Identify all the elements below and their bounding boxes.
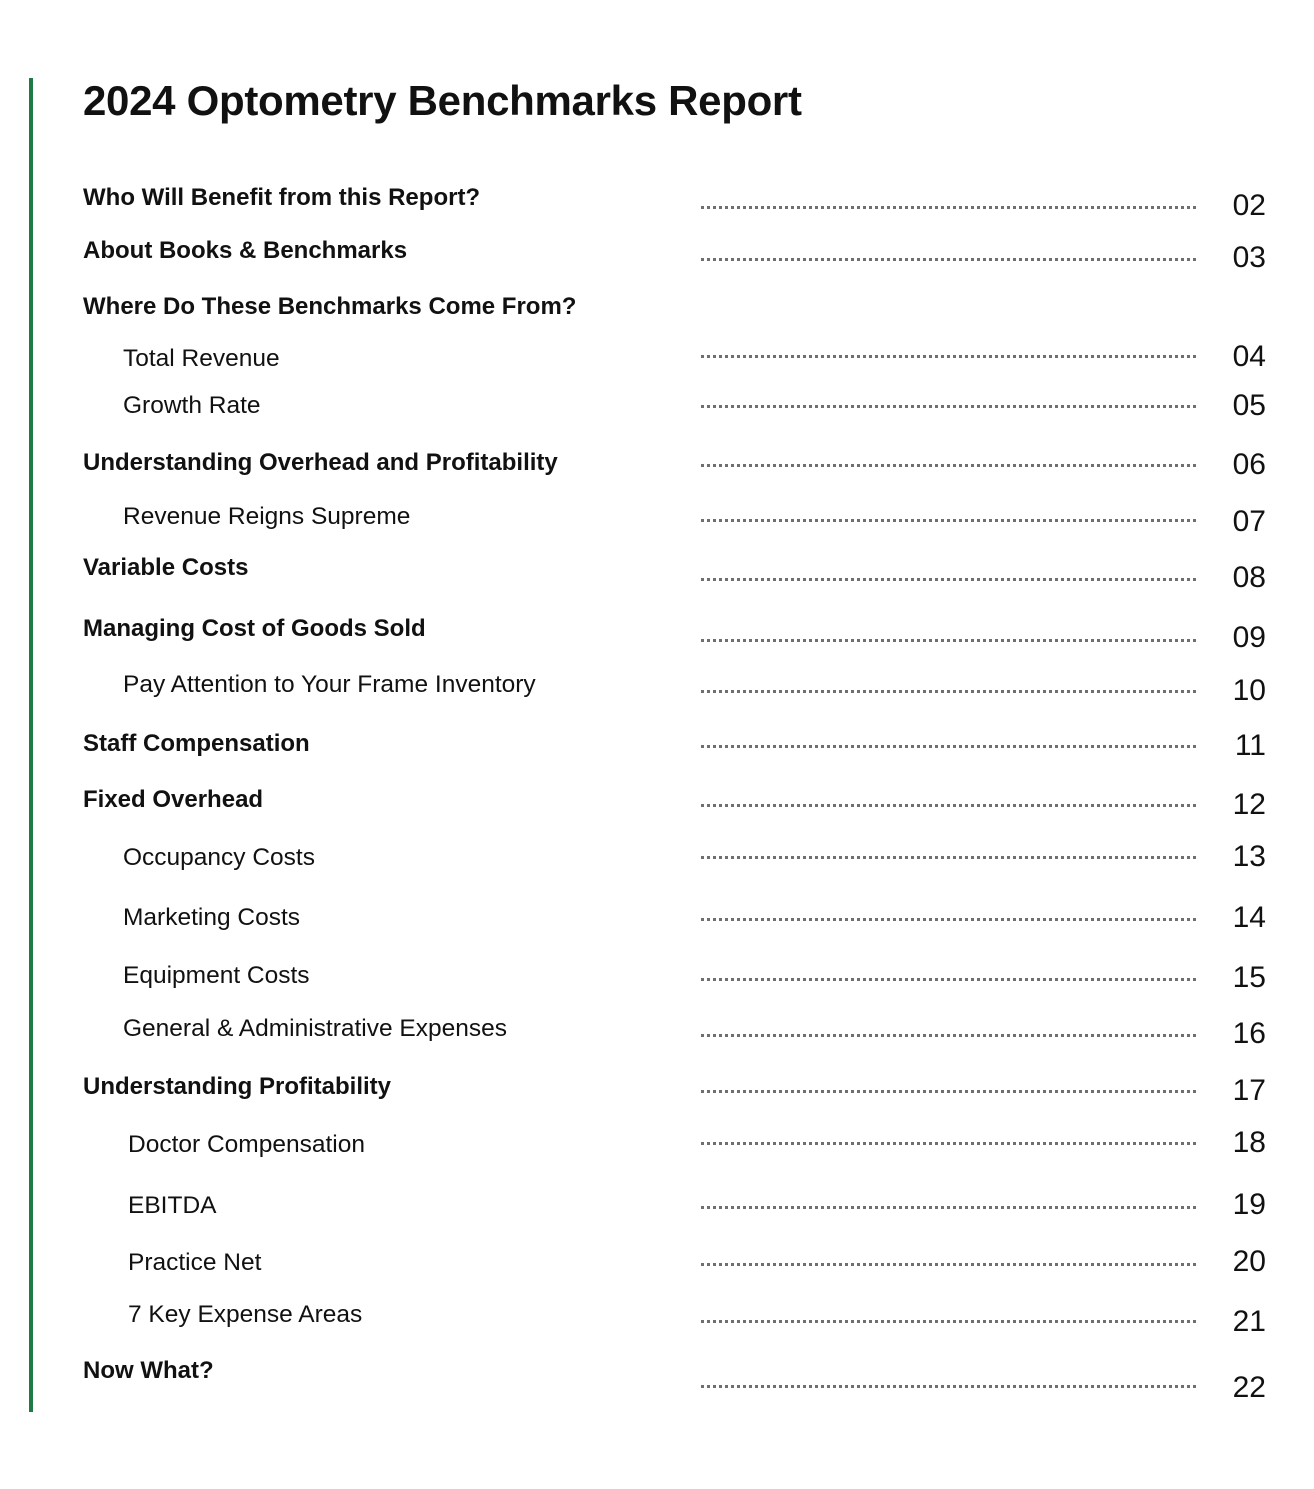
dot-leader (701, 578, 1196, 581)
toc-page-number: 09 (1232, 621, 1266, 654)
dot-leader (701, 1320, 1196, 1323)
dot-leader (701, 519, 1196, 522)
toc-page-number: 22 (1232, 1371, 1266, 1404)
toc-entry-label: 7 Key Expense Areas (128, 1301, 363, 1328)
toc-entry-label: Growth Rate (123, 392, 261, 419)
toc-entry-label: Fixed Overhead (83, 786, 264, 813)
toc-page-number: 05 (1232, 389, 1266, 422)
toc-entry-label: Who Will Benefit from this Report? (83, 184, 481, 211)
toc-entry-label: Now What? (83, 1357, 214, 1384)
dot-leader (701, 206, 1196, 209)
toc-entry-label: About Books & Benchmarks (83, 237, 408, 264)
dot-leader (701, 1206, 1196, 1209)
dot-leader (701, 464, 1196, 467)
dot-leader (701, 258, 1196, 261)
toc-entry-label: Practice Net (128, 1249, 262, 1276)
toc-entry-label: EBITDA (128, 1192, 217, 1219)
toc-page-number: 11 (1234, 729, 1266, 762)
dot-leader (701, 978, 1196, 981)
toc-entry-label: Staff Compensation (83, 730, 310, 757)
toc-page-number: 13 (1232, 840, 1266, 873)
toc-page-number: 02 (1232, 189, 1266, 222)
toc-entry-label: Understanding Overhead and Profitability (83, 449, 558, 476)
dot-leader (701, 355, 1196, 358)
dot-leader (701, 1385, 1196, 1388)
toc-entry-label: Occupancy Costs (123, 844, 315, 871)
toc-page-number: 06 (1232, 448, 1266, 481)
toc-entry-label: Equipment Costs (123, 962, 310, 989)
toc-page-number: 03 (1232, 241, 1266, 274)
toc-page-number: 04 (1232, 340, 1266, 373)
toc-page-number: 21 (1232, 1305, 1266, 1338)
dot-leader (701, 804, 1196, 807)
toc-page-number: 14 (1232, 901, 1266, 934)
toc-page-number: 16 (1232, 1017, 1266, 1050)
dot-leader (701, 639, 1196, 642)
toc-page-number: 18 (1232, 1126, 1266, 1159)
toc-entry-label: Managing Cost of Goods Sold (83, 615, 426, 642)
page-title: 2024 Optometry Benchmarks Report (83, 77, 802, 124)
toc-entry-label: Revenue Reigns Supreme (123, 503, 411, 530)
toc-page-number: 20 (1232, 1245, 1266, 1278)
dot-leader (701, 1090, 1196, 1093)
dot-leader (701, 856, 1196, 859)
dot-leader (701, 1142, 1196, 1145)
toc-page-number: 08 (1232, 561, 1266, 594)
toc-page-number: 17 (1232, 1074, 1266, 1107)
toc-entry-label: Where Do These Benchmarks Come From? (83, 293, 577, 320)
toc-page-number: 19 (1232, 1188, 1266, 1221)
toc-page-number: 07 (1232, 505, 1266, 538)
toc-entry-label: Total Revenue (123, 345, 280, 372)
toc-entry-label: Pay Attention to Your Frame Inventory (123, 671, 536, 698)
toc-page-number: 15 (1232, 961, 1266, 994)
dot-leader (701, 1263, 1196, 1266)
dot-leader (701, 1034, 1196, 1037)
toc-entry-label: Variable Costs (83, 554, 249, 581)
toc-entry-label: General & Administrative Expenses (123, 1015, 508, 1042)
toc-entry-label: Understanding Profitability (83, 1073, 392, 1100)
dot-leader (701, 405, 1196, 408)
accent-bar (29, 78, 33, 1412)
dot-leader (701, 690, 1196, 693)
toc-entry-label: Marketing Costs (123, 904, 301, 931)
dot-leader (701, 918, 1196, 921)
toc-page-number: 10 (1232, 674, 1266, 707)
dot-leader (701, 745, 1196, 748)
toc-page-number: 12 (1232, 788, 1266, 821)
toc-entry-label: Doctor Compensation (128, 1131, 365, 1158)
